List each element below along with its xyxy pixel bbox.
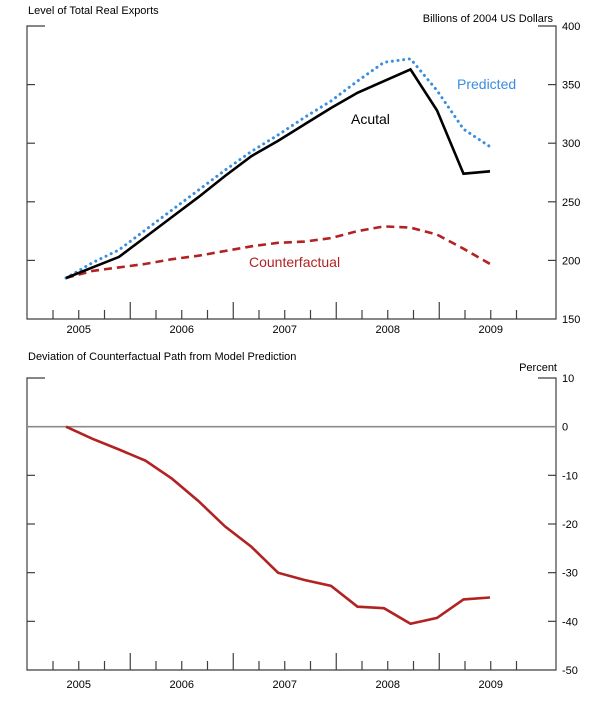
y-axis-ticks: [27, 21, 580, 326]
x-tick-label: 2009: [478, 324, 503, 336]
y-tick-label: 400: [562, 21, 581, 33]
x-tick-label: 2006: [169, 679, 194, 691]
x-tick-label: 2007: [272, 324, 297, 336]
top-chart-unit-label: Billions of 2004 US Dollars: [422, 13, 553, 25]
x-tick-label: 2005: [66, 324, 91, 336]
y-tick-label: 300: [562, 138, 581, 151]
series-deviation: [66, 427, 490, 624]
chart-2: [27, 373, 578, 691]
x-tick-label: 2005: [66, 679, 91, 691]
x-tick-label: 2007: [272, 679, 297, 691]
chart-1: [27, 21, 580, 336]
y-tick-label: 200: [562, 255, 581, 268]
y-tick-label: 0: [562, 421, 569, 434]
y-tick-label: 10: [562, 373, 575, 385]
x-axis-ticks: [53, 653, 517, 691]
y-tick-label: -20: [562, 519, 578, 531]
y-axis-ticks: [27, 373, 578, 677]
y-tick-label: -50: [562, 665, 578, 677]
x-tick-label: 2008: [375, 324, 400, 336]
y-tick-label: -40: [562, 616, 578, 629]
axis-frame: [27, 378, 556, 670]
y-tick-label: -10: [562, 470, 578, 483]
series-label-actual: Acutal: [351, 111, 390, 127]
y-tick-label: 250: [562, 196, 581, 209]
y-tick-label: 150: [562, 314, 581, 326]
top-chart-title: Level of Total Real Exports: [28, 5, 159, 17]
y-tick-label: 350: [562, 79, 581, 92]
bottom-chart-title: Deviation of Counterfactual Path from Model Prediction: [28, 351, 297, 363]
y-tick-label: -30: [562, 567, 578, 580]
x-tick-label: 2006: [169, 324, 194, 336]
series-label-predicted: Predicted: [457, 76, 517, 92]
series-label-counterfactual: Counterfactual: [249, 254, 341, 270]
bottom-chart-unit-label: Percent: [519, 362, 557, 374]
x-tick-label: 2008: [375, 679, 400, 691]
series-acutal: [66, 69, 490, 278]
series-counterfactual: [66, 226, 490, 278]
x-tick-label: 2009: [478, 679, 503, 691]
